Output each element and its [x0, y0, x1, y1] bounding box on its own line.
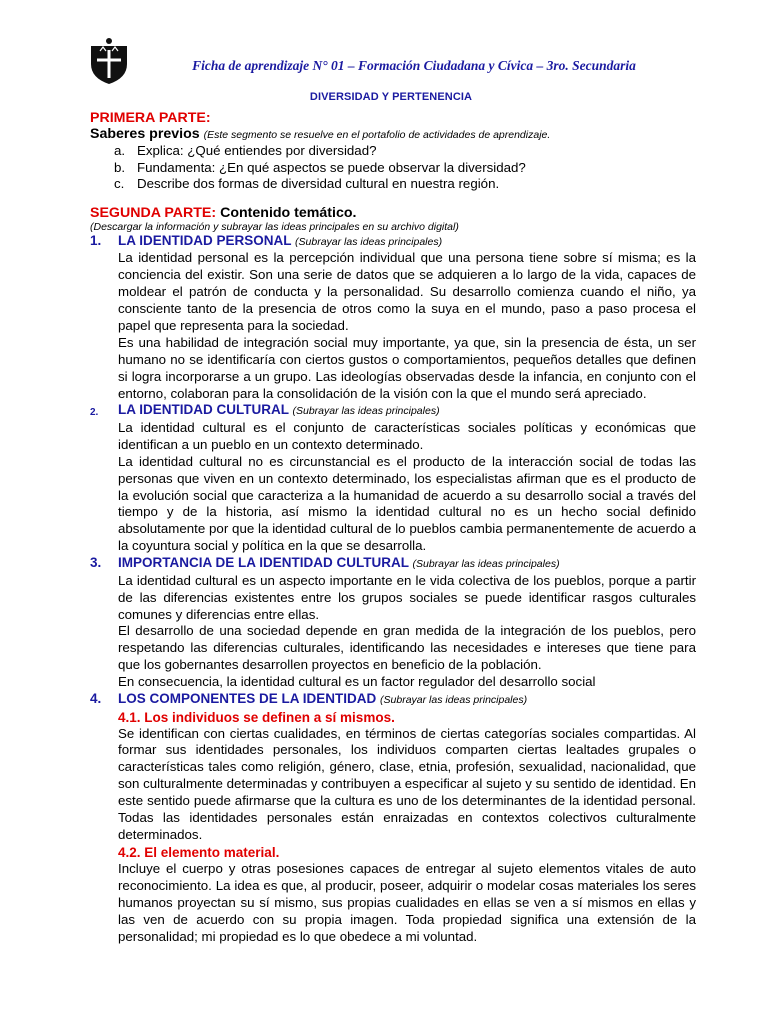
section-number: 4. — [90, 691, 102, 707]
paragraph: Incluye el cuerpo y otras posesiones capaces de entregar al sujeto elementos vitales de auto reconocimiento. La idea es que, al producir, poseer, adquirir o modelar cosas materiales los seres humanos proyectan su sí mismo, sus propias cualidades en ellas se ven a sí mismos en ellas y las ven de acuerdo con su propia imagen. Toda propiedad significa una extensión de la personalidad; mi propiedad es lo que obedece a mi voluntad. — [118, 860, 696, 944]
section-identidad-cultural — [90, 402, 696, 555]
list-item: c. Describe dos formas de diversidad cultural en nuestra región. — [114, 176, 500, 192]
saberes-previos-line — [90, 126, 696, 143]
section-identidad-personal — [90, 233, 696, 403]
paragraph: Se identifican con ciertas cualidades, en términos de ciertas categorías sociales compartidas. Al formar sus identidades personales, los individuos comparten ciertas lealtades grupales o características tales como religión, género, clase, etnia, profesión, sexualidad, nacionalidad, que son culturalmente determinadas y contribuyen a especificar al sujeto y su sentido de identidad. En este sentido puede afirmarse que la cultura es uno de los determinantes de la identidad personal. Todas las identidades personales están enraizadas en contextos colectivos culturalmente determinados. — [118, 725, 697, 842]
section-title: LA IDENTIDAD PERSONAL (Subrayar las ideas principales) — [118, 232, 443, 248]
section-componentes — [90, 691, 696, 945]
paragraph: La identidad cultural no es circunstancial es el producto de la interacción social de todas las personas que viven en un contexto determinado, los especialistas afirman que es el producto de la evolución social que caracteriza a la humanidad de acuerdo a su desarrollo social a través del tiempo y de la historia, así mismo la identidad cultural no es un hecho social definido absolutamente por que la identidad cultural de lo pueblos cambia permanentemente de acuerdo a la coyuntura social y política en la que se desarrolla. — [118, 453, 696, 554]
section-importancia — [90, 555, 696, 691]
saberes-label: Saberes previos — [90, 126, 200, 142]
subsection-title: 4.1. Los individuos se definen a sí mismos. — [118, 709, 395, 725]
list-item: b. Fundamenta: ¿En qué aspectos se puede observar la diversidad? — [114, 159, 526, 175]
document-header-title: Ficha de aprendizaje N° 01 – Formación Ciudadana y Cívica – 3ro. Secundaria — [192, 58, 636, 73]
paragraph: La identidad personal es la percepción individual que una persona tiene sobre sí misma; es la conciencia del existir. Son una serie de datos que se adquieren a lo largo de la vida, capaces de moldear el patrón de conducta y la personalidad. Su desarrollo comienza cuando el niño, ya consciente tanto de la presencia de otros como la suya en el mundo, paso a paso procesa el papel que representa para la sociedad. — [118, 250, 696, 333]
document-body — [90, 111, 696, 945]
saberes-note: (Este segmento se resuelve en el portafolio de actividades de aprendizaje. — [203, 129, 551, 141]
segunda-note: (Descargar la información y subrayar las ideas principales en su archivo digital) — [90, 220, 459, 233]
section-number: 3. — [90, 555, 102, 571]
section-title: LA IDENTIDAD CULTURAL (Subrayar las ideas principales) — [118, 402, 440, 418]
section-number: 2. — [90, 407, 99, 419]
section-title: LOS COMPONENTES DE LA IDENTIDAD (Subrayar las ideas principales) — [118, 691, 528, 707]
saberes-list — [90, 143, 696, 193]
paragraph: La identidad cultural es el conjunto de características sociales políticas y económicas que identifican a un pueblo en un contexto determinado. — [118, 419, 696, 452]
document-subtitle: DIVERSIDAD Y PERTENENCIA — [309, 91, 473, 103]
section-number: 1. — [90, 232, 102, 248]
list-item: a. Explica: ¿Qué entiendes por diversidad? — [114, 143, 377, 158]
paragraph: La identidad cultural es un aspecto importante en le vida colectiva de los pueblos, porque a partir de las diferencias existentes entre los grupos sociales se puede identificar rasgos culturales comunes y diferencias entre ellas. — [118, 572, 696, 622]
school-crest-logo — [86, 36, 132, 86]
paragraph: Es una habilidad de integración social muy importante, ya que, sin la presencia de ésta, un ser humano no se identificaría con ciertos gustos o comportamientos, pequeños detalles que definen si logra incorporarse a un grupo. Las ideologías observadas desde la infancia, en conjunto con el entorno, colaboran para la consolidación de la visión con la que el mundo será apreciado. — [118, 334, 696, 401]
segunda-parte-heading: SEGUNDA PARTE: Contenido temático. — [90, 204, 357, 221]
paragraph: En consecuencia, la identidad cultural es un factor regulador del desarrollo social — [118, 674, 596, 690]
paragraph: El desarrollo de una sociedad depende en gran medida de la integración de los pueblos, pero respetando las diferencias culturales, identificando las necesidades e intereses que tiene para que los gobernantes desarrollen proyectos en beneficio de la población. — [118, 623, 696, 673]
section-title: IMPORTANCIA DE LA IDENTIDAD CULTURAL (Subrayar las ideas principales) — [118, 555, 560, 571]
primera-parte-heading: PRIMERA PARTE: — [90, 110, 211, 126]
subsection-title: 4.2. El elemento material. — [118, 844, 280, 860]
